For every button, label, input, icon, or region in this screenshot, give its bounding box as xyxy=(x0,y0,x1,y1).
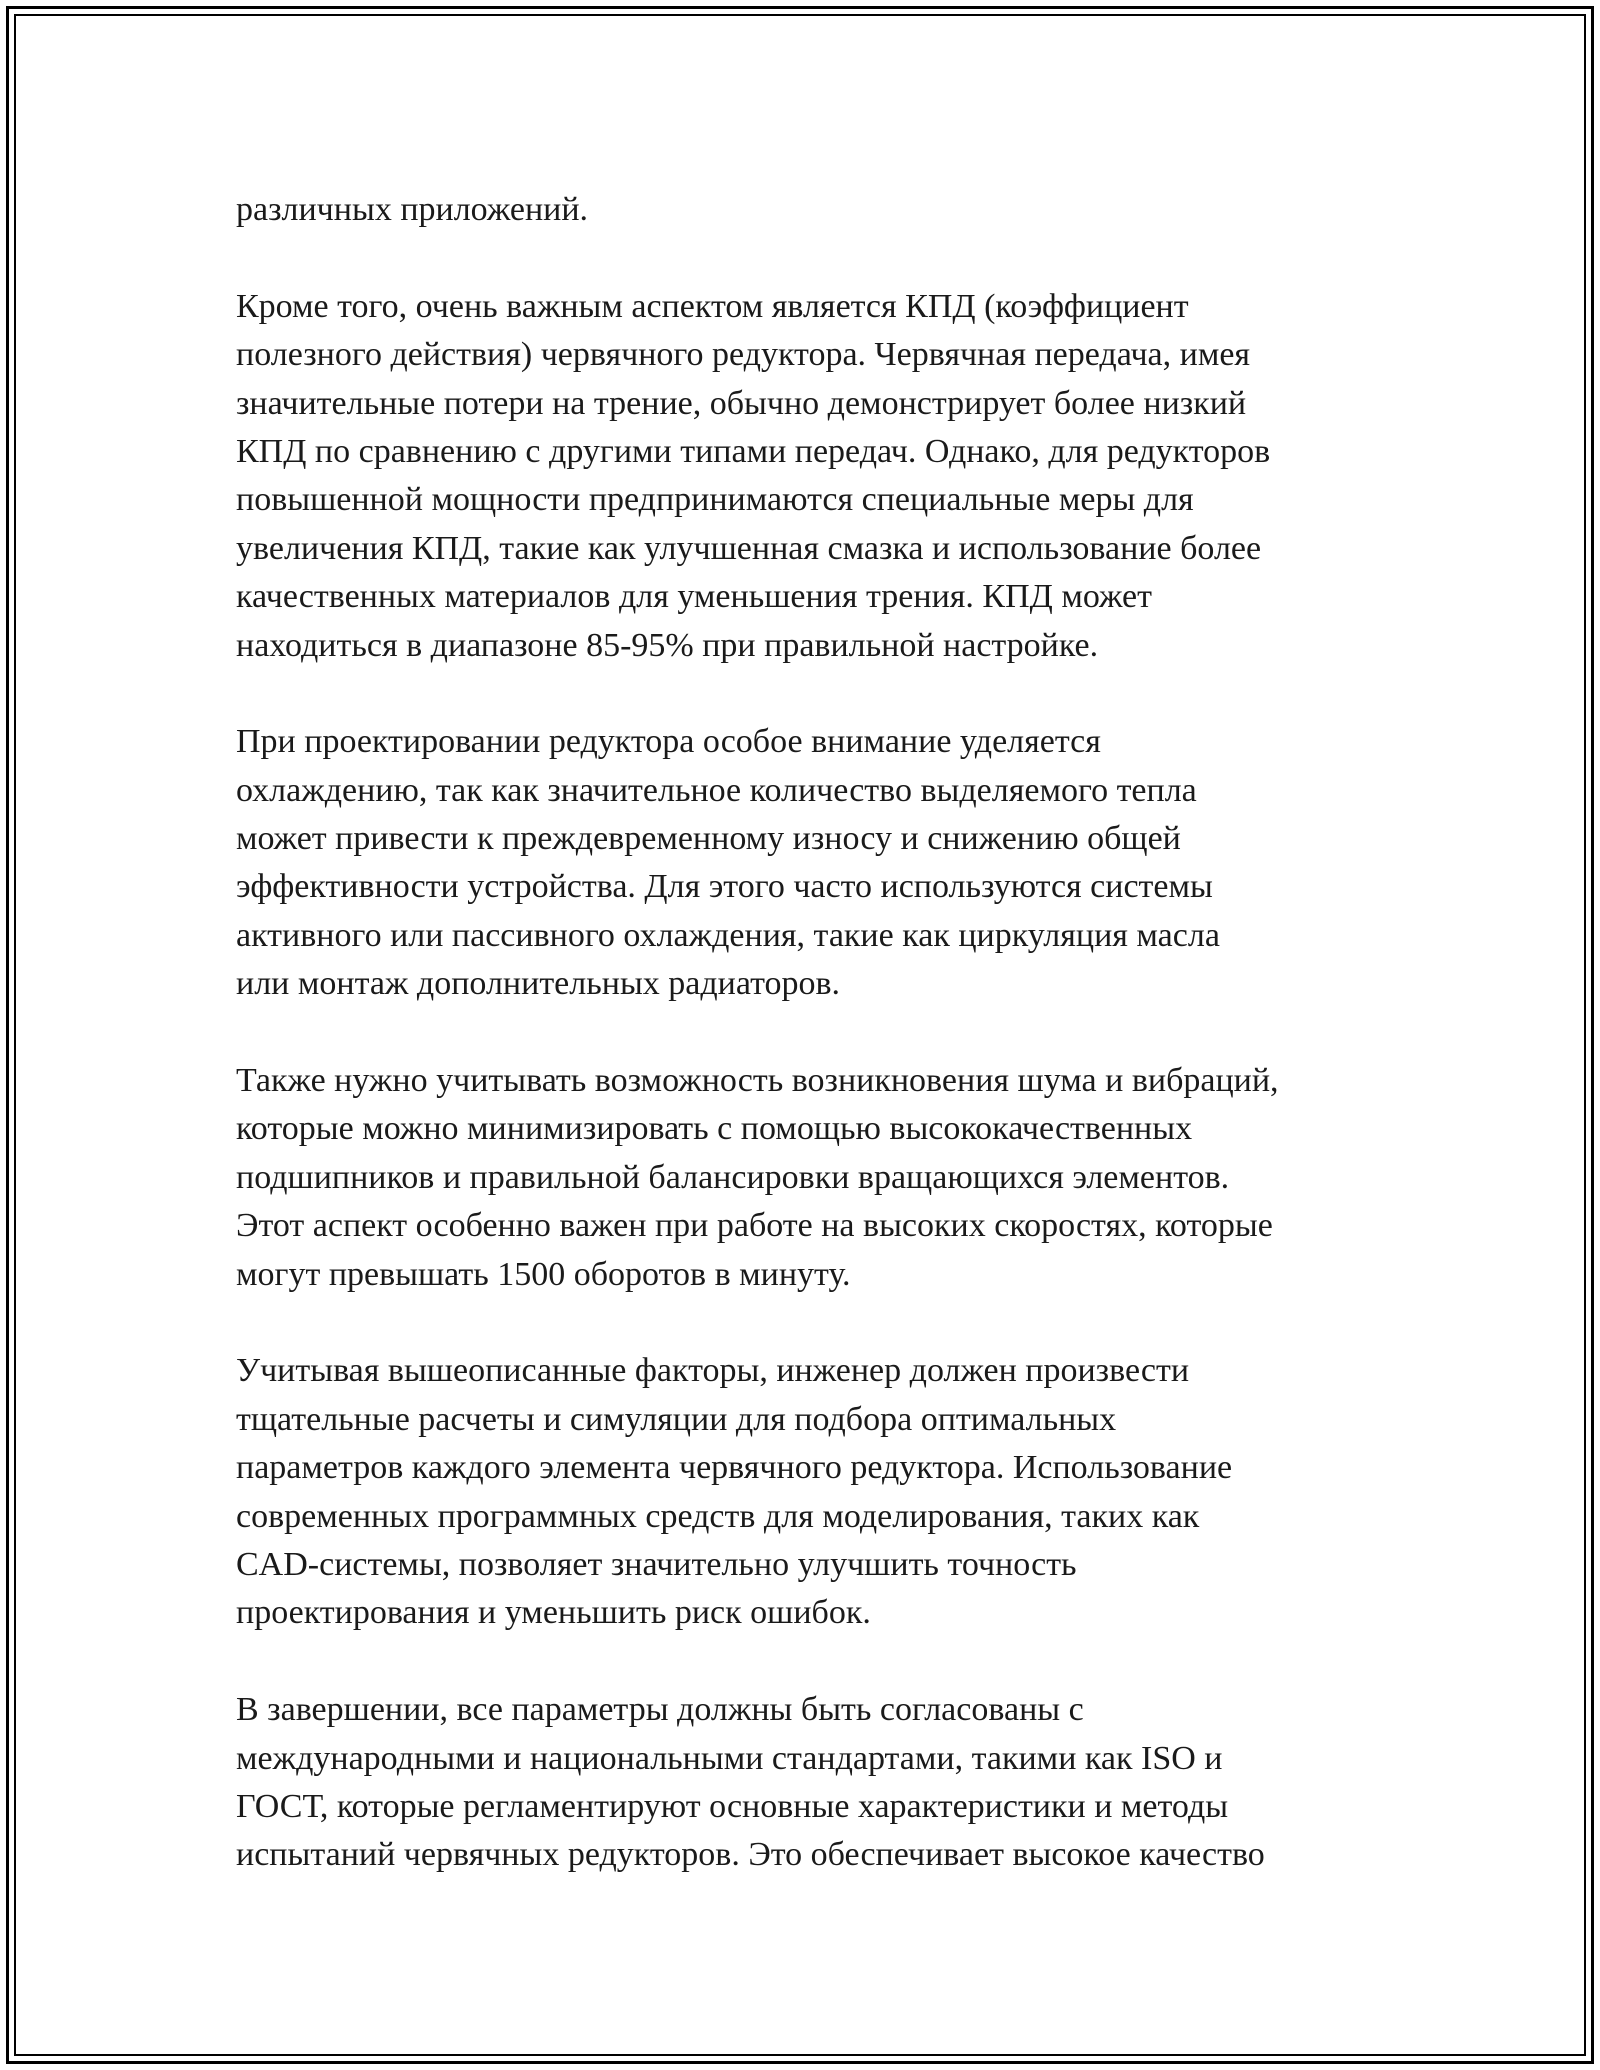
text-line: Также нужно учитывать возможность возникновения шума и вибраций, xyxy=(236,1062,1279,1100)
text-line: испытаний червячных редукторов. Это обеспечивает высокое качество xyxy=(236,1836,1265,1874)
text-line: качественных материалов для уменьшения трения. КПД может xyxy=(236,578,1152,616)
text-line: полезного действия) червячного редуктора. Червячная передача, имея xyxy=(236,336,1251,374)
text-line: подшипников и правильной балансировки вращающихся элементов. xyxy=(236,1158,1230,1196)
text-line: тщательные расчеты и симуляции для подбора оптимальных xyxy=(236,1400,1117,1438)
text-line: Этот аспект особенно важен при работе на высоких скоростях, которые xyxy=(236,1207,1273,1245)
text-line: может привести к преждевременному износу и снижению общей xyxy=(236,820,1181,858)
text-line: эффективности устройства. Для этого часто используются системы xyxy=(236,868,1213,906)
text-line: международными и национальными стандартами, такими как ISO и xyxy=(236,1739,1223,1777)
text-line: При проектировании редуктора особое внимание уделяется xyxy=(236,723,1101,761)
text-line: находиться в диапазоне 85-95% при правильной настройке. xyxy=(236,626,1099,664)
text-line: активного или пассивного охлаждения, такие как циркуляция масла xyxy=(236,916,1220,954)
text-line: современных программных средств для моделирования, таких как xyxy=(236,1497,1200,1535)
paragraph xyxy=(236,186,1386,234)
text-line: Учитывая вышеописанные факторы, инженер должен произвести xyxy=(236,1352,1190,1390)
text-line: КПД по сравнению с другими типами передач. Однако, для редукторов xyxy=(236,432,1271,470)
text-line: увеличения КПД, такие как улучшенная смазка и использование более xyxy=(236,529,1262,567)
text-line: или монтаж дополнительных радиаторов. xyxy=(236,965,841,1003)
paragraph xyxy=(236,1057,1386,1299)
document-body xyxy=(236,186,1386,1928)
text-line: различных приложений. xyxy=(236,191,589,228)
paragraph xyxy=(236,1347,1386,1637)
text-line: которые можно минимизировать с помощью высококачественных xyxy=(236,1110,1193,1148)
text-line: В завершении, все параметры должны быть согласованы с xyxy=(236,1691,1084,1729)
text-line: параметров каждого элемента червячного редуктора. Использование xyxy=(236,1449,1233,1487)
paragraph xyxy=(236,283,1386,670)
text-line: CAD-системы, позволяет значительно улучшить точность xyxy=(236,1545,1077,1583)
text-line: могут превышать 1500 оборотов в минуту. xyxy=(236,1255,851,1293)
text-line: повышенной мощности предпринимаются специальные меры для xyxy=(236,481,1194,519)
text-line: Кроме того, очень важным аспектом является КПД (коэффициент xyxy=(236,287,1189,325)
paragraph xyxy=(236,1686,1386,1880)
text-line: значительные потери на трение, обычно демонстрирует более низкий xyxy=(236,384,1247,422)
text-line: охлаждению, так как значительное количество выделяемого тепла xyxy=(236,771,1197,809)
paragraph xyxy=(236,718,1386,1008)
text-line: ГОСТ, которые регламентируют основные характеристики и методы xyxy=(236,1787,1229,1825)
text-line: проектирования и уменьшить риск ошибок. xyxy=(236,1594,871,1632)
